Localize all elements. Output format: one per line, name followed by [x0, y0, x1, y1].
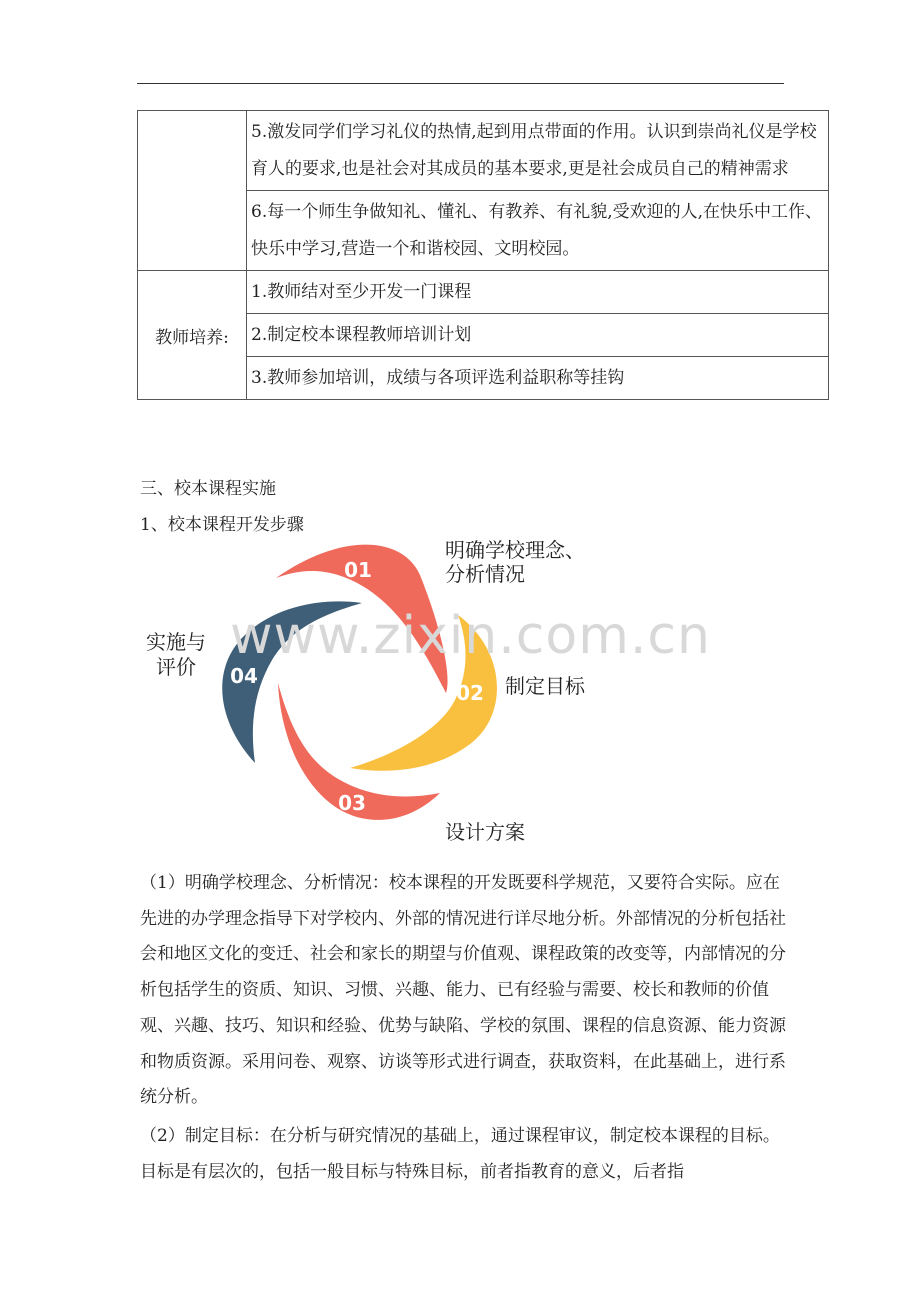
section-heading: 三、校本课程实施	[140, 479, 276, 499]
training-item-3: 3.教师参加培训，成绩与各项评选利益职称等挂钩	[251, 368, 625, 388]
teacher-training-label: 教师培养:	[138, 271, 247, 400]
goal-item-6: 6.每一个师生争做知礼、懂礼、有教养、有礼貌,受欢迎的人,在快乐中工作、快乐中学习,营造一个和谐校园、文明校园。	[251, 202, 823, 259]
step-02-number: 02	[456, 681, 484, 705]
step-03-label: 设计方案	[445, 820, 525, 844]
table-cell	[247, 111, 829, 191]
paragraph-1: （1）明确学校理念、分析情况：校本课程的开发既要科学规范，又要符合实际。应在先进的办学理念指导下对学校内、外部的情况进行详尽地分析。外部情况的分析包括社会和地区文化的变迁、社会和家长的期望与价值观、课程政策的改变等，内部情况的分析包括学生的资质、知识、习惯、兴趣、能力、已有经验与需要、校长和教师的价值观、兴趣、技巧、知识和经验、优势与缺陷、学校的氛围、课程的信息资源、能力资源和物质资源。采用问卷、观察、访谈等形式进行调查，获取资料，在此基础上，进行系统分析。	[140, 873, 786, 1108]
step-04-label-line1: 实施与	[146, 630, 206, 654]
step-04-label-line2: 评价	[156, 655, 196, 679]
step-01-label-line1: 明确学校理念、	[445, 538, 585, 562]
development-steps-diagram	[140, 535, 740, 850]
goal-item-5: 5.激发同学们学习礼仪的热情,起到用点带面的作用。认识到崇尚礼仪是学校育人的要求,也是社会对其成员的基本要求,更是社会成员自己的精神需求	[251, 122, 817, 179]
table-cell	[247, 357, 829, 400]
step-02-label: 制定目标	[505, 674, 585, 698]
header-rule	[137, 83, 784, 84]
paragraph-2: （2）制定目标：在分析与研究情况的基础上，通过课程审议，制定校本课程的目标。目标是有层次的，包括一般目标与特殊目标，前者指教育的意义，后者指	[140, 1126, 780, 1182]
sub-heading: 1、校本课程开发步骤	[140, 515, 304, 535]
goals-table	[137, 110, 829, 400]
table-label-cell	[138, 111, 247, 271]
table-row	[138, 111, 829, 191]
step-01-number: 01	[344, 558, 372, 582]
training-item-1: 1.教师结对至少开发一门课程	[251, 282, 472, 302]
watermark: www.zixin.com.cn	[230, 606, 711, 666]
step-03-number: 03	[338, 791, 366, 815]
step-04-number: 04	[230, 664, 258, 688]
table-cell	[247, 271, 829, 314]
table-cell	[247, 191, 829, 271]
training-item-2: 2.制定校本课程教师培训计划	[251, 325, 472, 345]
step-01-label-line2: 分析情况	[445, 562, 525, 586]
table-row	[138, 271, 829, 314]
table-cell	[247, 314, 829, 357]
